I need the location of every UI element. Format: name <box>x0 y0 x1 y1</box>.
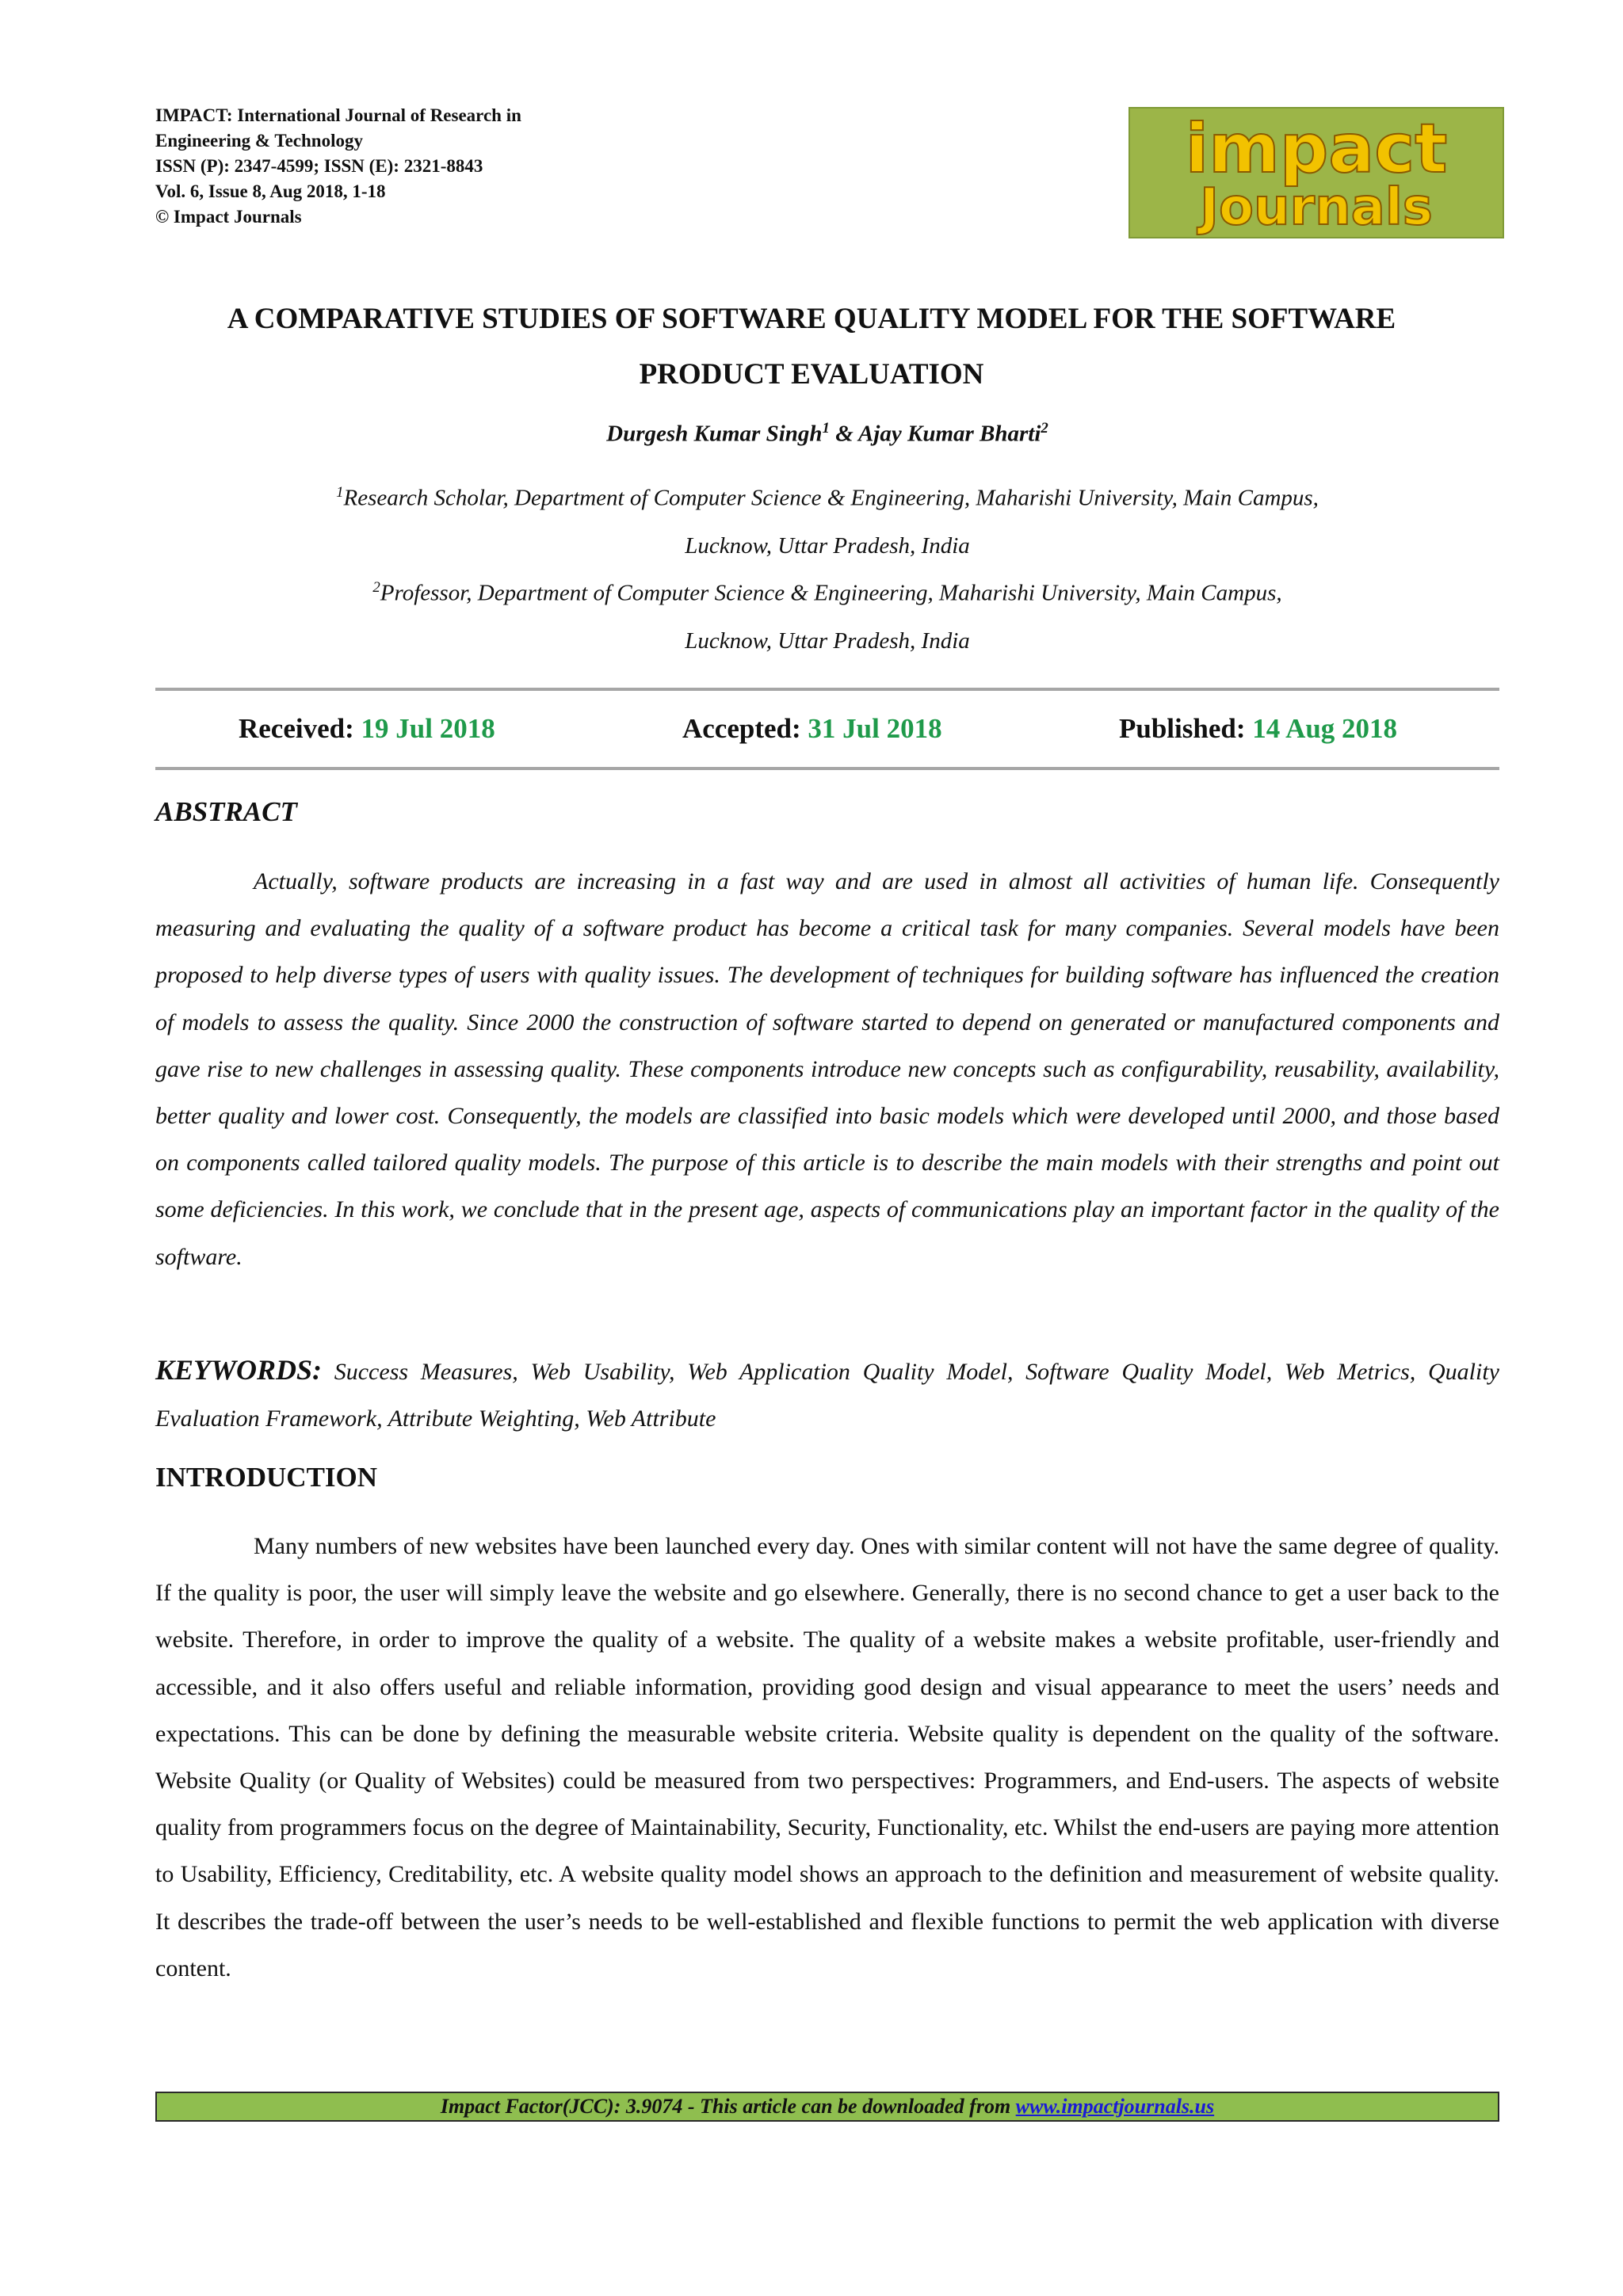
authors <box>155 420 1499 448</box>
bottom-divider <box>155 767 1499 770</box>
journal-name: IMPACT: International Journal of Research in <box>155 105 521 125</box>
footer-text: Impact Factor(JCC): 3.9074 - This article can be downloaded from <box>440 2095 1016 2118</box>
affiliation-1 <box>155 469 1499 570</box>
affiliation-2-line-2: Lucknow, Uttar Pradesh, India <box>685 627 970 654</box>
keywords-text: Success Measures, Web Usability, Web Application Quality Model, Software Quality Model, Web Metrics, Quality Evaluation Framework, Attribute Weighting, Web Attribute <box>155 1359 1499 1432</box>
publication-dates <box>155 713 1499 753</box>
journal-info <box>155 103 758 230</box>
introduction-heading: INTRODUCTION <box>155 1462 378 1493</box>
title-line-2: PRODUCT EVALUATION <box>639 358 984 391</box>
received-label: Received: <box>239 713 361 744</box>
journal-volume: Vol. 6, Issue 8, Aug 2018, 1-18 <box>155 181 386 201</box>
author-2: Ajay Kumar Bharti <box>857 421 1041 447</box>
keywords <box>155 1347 1499 1442</box>
footer-bar <box>155 2092 1499 2122</box>
affiliation-2-mark: 2 <box>372 579 380 596</box>
keywords-label: KEYWORDS: <box>155 1354 323 1386</box>
affiliation-1-mark: 1 <box>336 484 344 501</box>
abstract-body: Actually, software products are increasing in a fast way and are used in almost all activities of human life. Consequently measuring and evaluating the quality of a software product has become a critical task for many companies. Several models have been proposed to help diverse types of users with quality issues. The development of techniques for building software has influenced the creation of models to assess the quality. Since 2000 the construction of software started to depend on generated or manufactured components and gave rise to new challenges in assessing quality. These components introduce new concepts such as configurability, reusability, availability, better quality and lower cost. Consequently, the models are classified into basic models which were developed until 2000, and those based on components called tailored quality models. The purpose of this article is to describe the main models with their strengths and point out some deficiencies. In this work, we conclude that in the present age, aspects of communications play an important factor in the quality of the software. <box>155 868 1499 1270</box>
published-value: 14 Aug 2018 <box>1252 713 1398 744</box>
abstract-heading: ABSTRACT <box>155 796 297 827</box>
journal-copyright: © Impact Journals <box>155 207 302 227</box>
affiliation-1-line-1: Research Scholar, Department of Computer Science & Engineering, Maharishi University, Main Campus, <box>343 485 1319 511</box>
top-divider <box>155 688 1499 691</box>
author-2-affil-mark: 2 <box>1041 420 1048 437</box>
affiliation-2-line-1: Professor, Department of Computer Science & Engineering, Maharishi University, Main Campus, <box>380 580 1282 606</box>
paper-title <box>127 292 1496 402</box>
author-1-affil-mark: 1 <box>822 420 830 437</box>
impact-journals-logo <box>1128 107 1504 238</box>
accepted-date <box>682 713 942 745</box>
footer-link[interactable]: www.impactjournals.us <box>1015 2095 1215 2118</box>
affiliation-2 <box>155 564 1499 665</box>
received-date <box>239 713 495 745</box>
author-1: Durgesh Kumar Singh <box>606 421 823 447</box>
accepted-label: Accepted: <box>682 713 808 744</box>
introduction-body: Many numbers of new websites have been launched every day. Ones with similar content will not have the same degree of quality. If the quality is poor, the user will simply leave the website and go elsewhere. Generally, there is no second chance to get a user back to the website. Therefore, in order to improve the quality of a website. The quality of a website makes a website profitable, user-friendly and accessible, and it also offers useful and reliable information, providing good design and visual appearance to meet the users’ needs and expectations. This can be done by defining the measurable website criteria. Website quality is dependent on the quality of the software. Website Quality (or Quality of Websites) could be measured from two perspectives: Programmers, and End-users. The aspects of website quality from programmers focus on the degree of Maintainability, Security, Functionality, etc. Whilst the end-users are paying more attention to Usability, Efficiency, Creditability, etc. A website quality model shows an approach to the definition and measurement of website quality. It describes the trade-off between the user’s needs to be well-established and flexible functions to permit the web application with diverse content. <box>155 1533 1499 1981</box>
journal-subject: Engineering & Technology <box>155 131 363 151</box>
logo-word-journals: Journals <box>1200 178 1433 237</box>
published-label: Published: <box>1119 713 1253 744</box>
affiliation-1-line-2: Lucknow, Uttar Pradesh, India <box>685 532 970 559</box>
accepted-value: 31 Jul 2018 <box>808 713 942 744</box>
received-value: 19 Jul 2018 <box>361 713 495 744</box>
logo-word-impact: impact <box>1185 109 1448 189</box>
journal-issn: ISSN (P): 2347-4599; ISSN (E): 2321-8843 <box>155 156 483 176</box>
title-line-1: A COMPARATIVE STUDIES OF SOFTWARE QUALITY MODEL FOR THE SOFTWARE <box>227 303 1396 335</box>
author-separator: & <box>829 421 858 447</box>
published-date <box>1119 713 1397 745</box>
